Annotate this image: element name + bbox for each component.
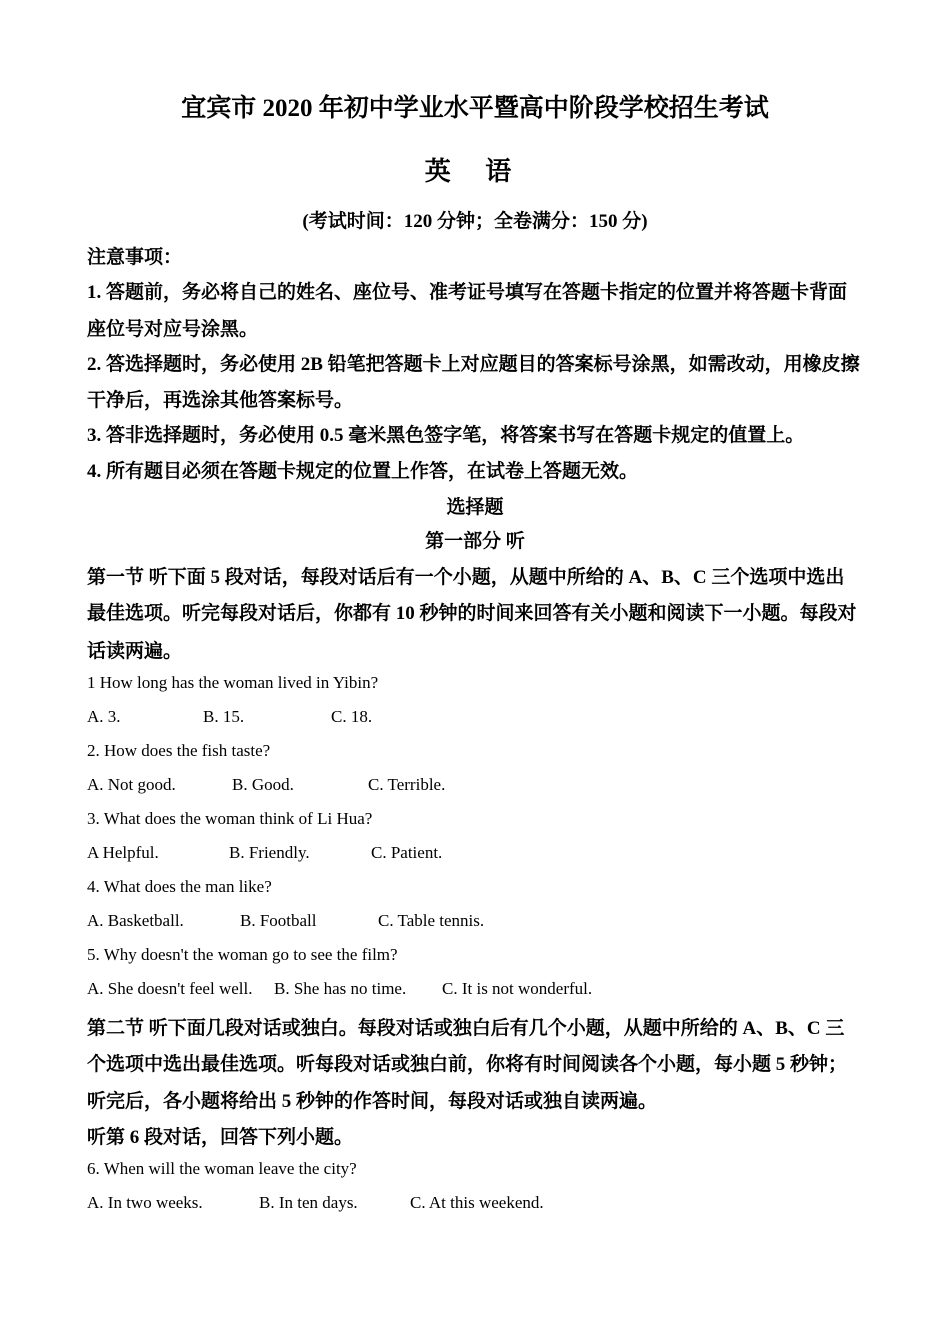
question-6-option-b: B. In ten days.	[259, 1193, 358, 1212]
question-2-option-b: B. Good.	[232, 775, 294, 794]
question-4: 4. What does the man like?	[87, 877, 272, 896]
section-1-instructions-line-2: 最佳选项。听完每段对话后，你都有 10 秒钟的时间来回答有关小题和阅读下一小题。每段对	[87, 603, 857, 624]
question-2: 2. How does the fish taste?	[87, 741, 271, 760]
note-4: 4. 所有题目必须在答题卡规定的位置上作答，在试卷上答题无效。	[87, 461, 639, 482]
dialog-6-heading: 听第 6 段对话，回答下列小题。	[87, 1127, 354, 1148]
section-1-instructions-line-3: 话读两遍。	[87, 641, 183, 662]
question-5-option-b: B. She has no time.	[274, 979, 407, 998]
page-title: 宜宾市 2020 年初中学业水平暨高中阶段学校招生考试	[181, 95, 769, 122]
note-2-line-2: 干净后，再选涂其他答案标号。	[87, 390, 354, 411]
question-4-option-a: A. Basketball.	[87, 911, 184, 930]
note-3: 3. 答非选择题时，务必使用 0.5 毫米黑色签字笔，将答案书写在答题卡规定的值置上。	[87, 425, 805, 446]
question-6: 6. When will the woman leave the city?	[87, 1159, 357, 1178]
note-1-line-1: 1. 答题前，务必将自己的姓名、座位号、准考证号填写在答题卡指定的位置并将答题卡背面	[87, 282, 848, 303]
question-3-option-c: C. Patient.	[371, 843, 443, 862]
question-5: 5. Why doesn't the woman go to see the film?	[87, 945, 398, 964]
section-1-instructions-line-1: 第一节 听下面 5 段对话，每段对话后有一个小题，从题中所给的 A、B、C 三个选项中选出	[87, 567, 845, 588]
note-1-line-2: 座位号对应号涂黑。	[87, 319, 259, 340]
note-2-line-1: 2. 答选择题时，务必使用 2B 铅笔把答题卡上对应题目的答案标号涂黑，如需改动，用橡皮擦	[87, 354, 860, 375]
question-1-option-a: A. 3.	[87, 707, 121, 726]
question-3: 3. What does the woman think of Li Hua?	[87, 809, 373, 828]
question-2-option-a: A. Not good.	[87, 775, 176, 794]
part-1-heading: 第一部分 听	[425, 531, 525, 552]
question-6-option-c: C. At this weekend.	[410, 1193, 544, 1212]
exam-info: (考试时间：120 分钟；全卷满分：150 分)	[302, 211, 648, 232]
notes-heading: 注意事项：	[87, 247, 183, 268]
question-1: 1 How long has the woman lived in Yibin?	[87, 673, 379, 692]
question-1-option-b: B. 15.	[203, 707, 245, 726]
question-3-option-a: A Helpful.	[87, 843, 159, 862]
question-2-option-c: C. Terrible.	[368, 775, 446, 794]
question-1-option-c: C. 18.	[331, 707, 373, 726]
question-5-option-a: A. She doesn't feel well.	[87, 979, 253, 998]
section-choice-heading: 选择题	[446, 497, 504, 518]
question-3-option-b: B. Friendly.	[229, 843, 310, 862]
section-2-instructions-line-2: 个选项中选出最佳选项。听每段对话或独白前，你将有时间阅读各个小题，每小题 5 秒钟；	[87, 1054, 848, 1075]
section-2-instructions-line-1: 第二节 听下面几段对话或独白。每段对话或独白后有几个小题，从题中所给的 A、B、C 三	[87, 1018, 845, 1039]
question-6-option-a: A. In two weeks.	[87, 1193, 203, 1212]
section-2-instructions-line-3: 听完后，各小题将给出 5 秒钟的作答时间，每段对话或独自读两遍。	[87, 1091, 658, 1112]
subject-title: 英 语	[424, 157, 526, 186]
question-5-option-c: C. It is not wonderful.	[442, 979, 593, 998]
question-4-option-b: B. Football	[240, 911, 317, 930]
question-4-option-c: C. Table tennis.	[378, 911, 485, 930]
